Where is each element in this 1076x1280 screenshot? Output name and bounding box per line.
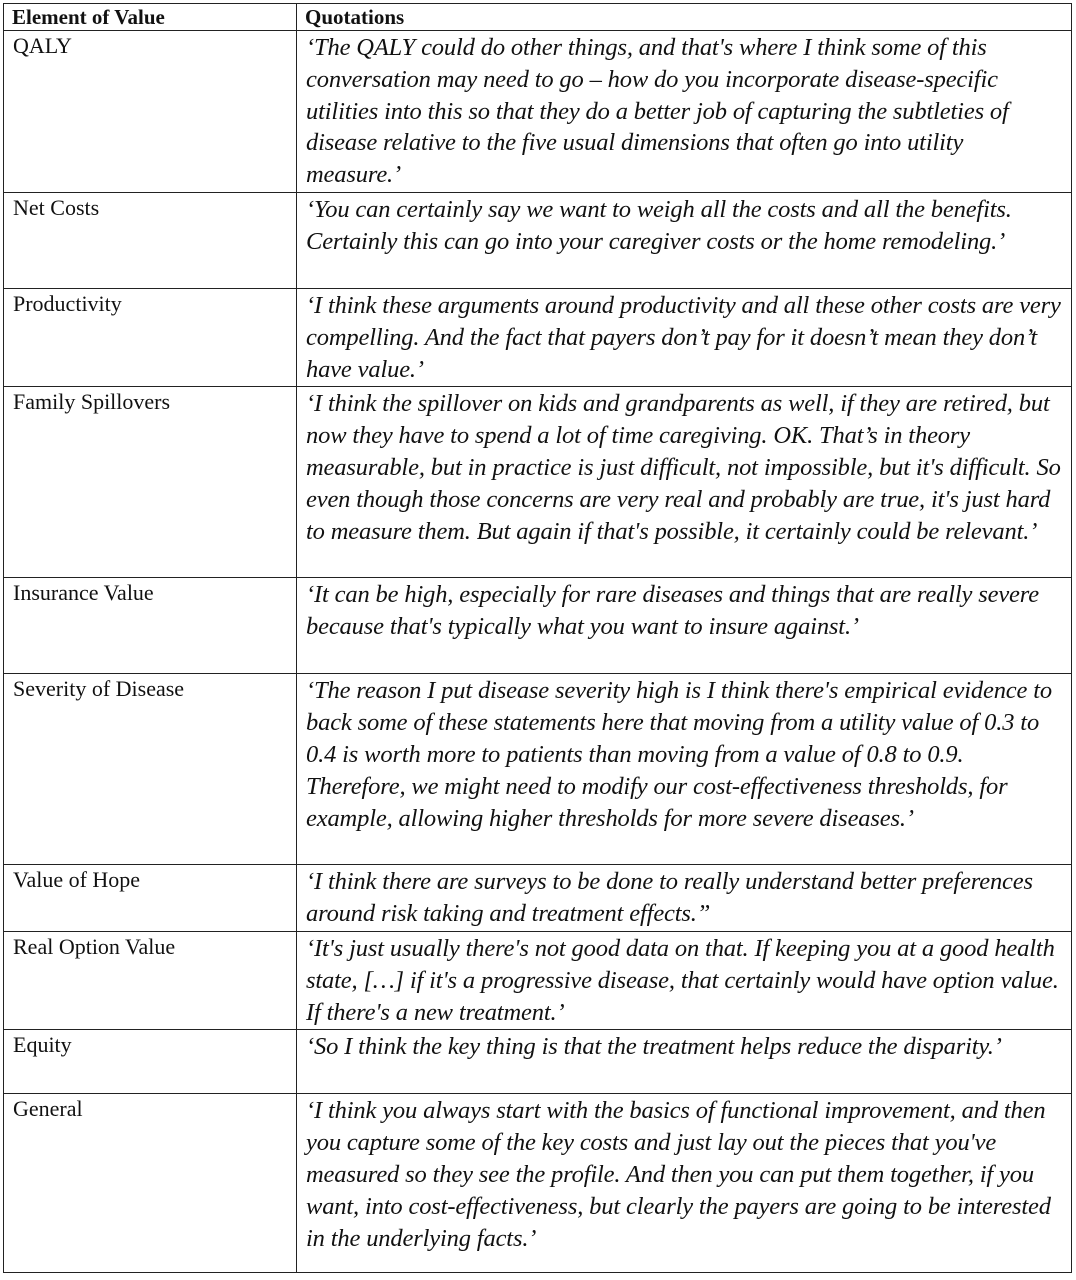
quote-cell: ‘I think the spillover on kids and grandparents as well, if they are retired, but now they have to spend a lot of time caregiving. OK. That’s in theory measurable, but in practice is just difficult, not impossible, but it's difficult. So even though those concerns are very real and probably are true, it's just hard to measure them. But again if that's possible, it certainly could be relevant.’ — [297, 387, 1072, 578]
table-row — [4, 931, 1072, 1029]
column-header-element: Element of Value — [4, 4, 297, 31]
table-row — [4, 865, 1072, 932]
quote-cell: ‘I think these arguments around productivity and all these other costs are very compelling. And the fact that payers don’t pay for it doesn’t mean they don’t have value.’ — [297, 288, 1072, 386]
quote-cell: ‘The reason I put disease severity high is I think there's empirical evidence to back some of these statements here that moving from a utility value of 0.3 to 0.4 is worth more to patients than moving from a value of 0.8 to 0.9. Therefore, we might need to modify our cost-effectiveness thresholds, for example, allowing higher thresholds for more severe diseases.’ — [297, 674, 1072, 865]
quote-cell: ‘It's just usually there's not good data on that. If keeping you at a good health state, […] if it's a progressive disease, that certainly would have option value. If there's a new treatment.’ — [297, 931, 1072, 1029]
element-cell: Equity — [4, 1030, 297, 1094]
element-cell: Net Costs — [4, 192, 297, 288]
quote-cell: ‘I think there are surveys to be done to really understand better preferences around risk taking and treatment effects.” — [297, 865, 1072, 932]
element-cell: Productivity — [4, 288, 297, 386]
column-header-quotations: Quotations — [297, 4, 1072, 31]
header-row — [4, 4, 1072, 31]
element-cell: Insurance Value — [4, 578, 297, 674]
table-row — [4, 674, 1072, 865]
element-cell: Value of Hope — [4, 865, 297, 932]
element-cell: Severity of Disease — [4, 674, 297, 865]
element-cell: General — [4, 1094, 297, 1273]
table-row — [4, 31, 1072, 193]
quote-cell: ‘So I think the key thing is that the treatment helps reduce the disparity.’ — [297, 1030, 1072, 1094]
table-row — [4, 192, 1072, 288]
element-cell: Family Spillovers — [4, 387, 297, 578]
table-row — [4, 1094, 1072, 1273]
element-cell: QALY — [4, 31, 297, 193]
table-row — [4, 288, 1072, 386]
quote-cell: ‘You can certainly say we want to weigh all the costs and all the benefits. Certainly this can go into your caregiver costs or the home remodeling.’ — [297, 192, 1072, 288]
element-cell: Real Option Value — [4, 931, 297, 1029]
table-row — [4, 578, 1072, 674]
table-row — [4, 387, 1072, 578]
quotations-table — [3, 3, 1072, 1273]
quote-cell: ‘The QALY could do other things, and that's where I think some of this conversation may need to go – how do you incorporate disease-specific utilities into this so that they do a better job of capturing the subtleties of disease relative to the five usual dimensions that often go into utility measure.’ — [297, 31, 1072, 193]
quote-cell: ‘It can be high, especially for rare diseases and things that are really severe because that's typically what you want to insure against.’ — [297, 578, 1072, 674]
table-row — [4, 1030, 1072, 1094]
quote-cell: ‘I think you always start with the basics of functional improvement, and then you capture some of the key costs and just lay out the pieces that you've measured so they see the profile. And then you can put them together, if you want, into cost-effectiveness, but clearly the payers are going to be interested in the underlying facts.’ — [297, 1094, 1072, 1273]
